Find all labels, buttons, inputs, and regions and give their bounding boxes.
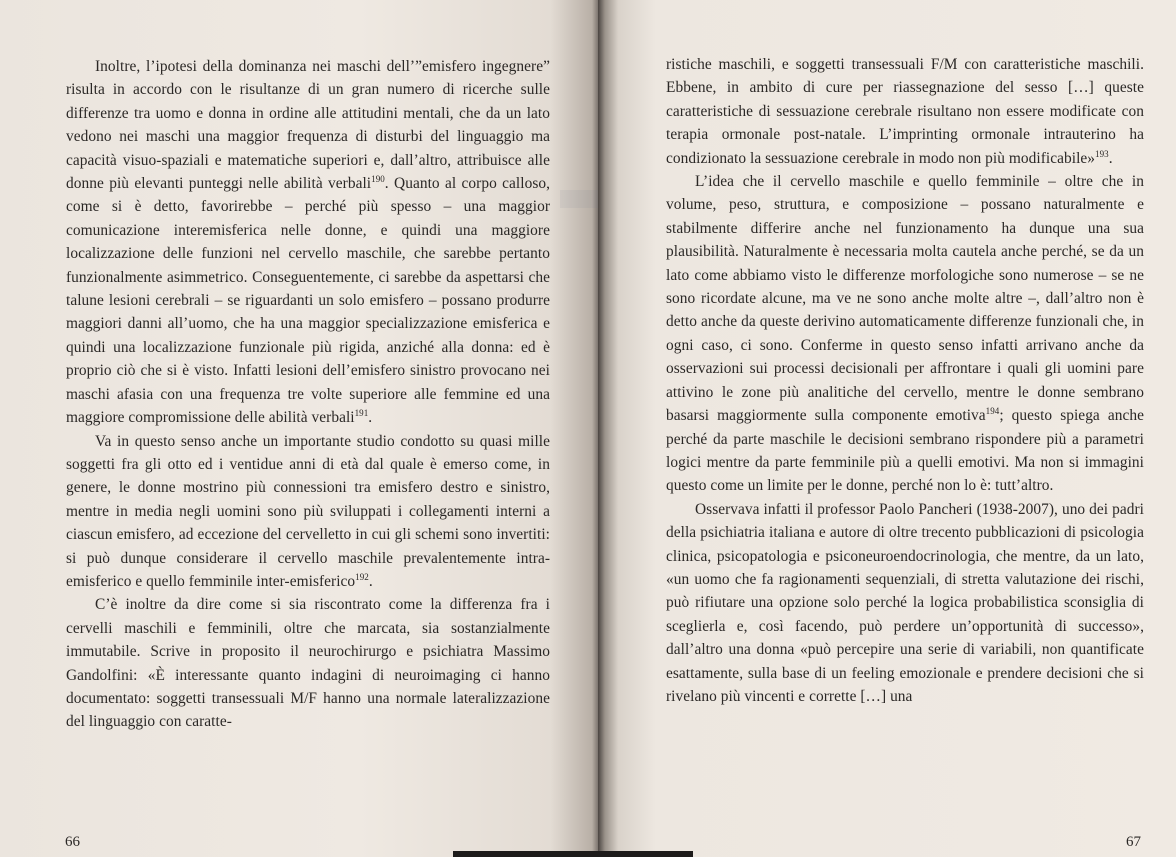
right-paragraph-2: L’idea che il cervello maschile e quello femminile – oltre che in volume, peso, struttura, e composizione – possano naturalmente e stabilmente differire anche nel funzionamento ha dunque una sua plausibilità. Naturalmente è necessaria molta cautela anche perché, se da un lato come abbiamo visto le differenze morfologiche sono numerose – se ne sono ricordate alcune, ma ve ne sono anche molte altre –, dall’altro non è detto anche da queste derivino automaticamente differenze funzionali che, in ogni caso, ci sono. Conferme in questo senso infatti arrivano anche da osservazioni sui processi decisionali per affrontare i quali gli uomini pare attivino le zone più analitiche del cervello, mentre le donne sembrano basarsi maggiormente sulla componente emotiva$^{194}$; questo spiega anche perché da parte maschile le decisioni sembrano rispondere più a parametri logici mentre da parte femminile più a quelli emotivi. Ma non si immagini questo come un limite per le donne, perché non lo è: tutt’altro. bbox=[666, 173, 1144, 495]
page-number-left: 66 bbox=[65, 834, 80, 850]
left-page-body bbox=[66, 55, 550, 734]
right-paragraph-1: ristiche maschili, e soggetti transessuali F/M con caratteristiche maschili. Ebbene, in ambito di cure per riassegnazione del sesso […] queste caratteristiche di sessuazione cerebrale risultano non essere modificate con terapia ormonale post-natale. L’imprinting ormonale intrauterino ha condizionato la sessuazione cerebrale in modo non più modificabile»$^{193}$. bbox=[666, 56, 1144, 167]
left-paragraph-1: Inoltre, l’ipotesi della dominanza nei maschi dell’”emisfero ingegnere” risulta in accordo con le risultanze di un gran numero di ricerche sulle differenze tra uomo e donna in ordine alle attitudini mentali, che da un lato vedono nei maschi una maggior frequenza di disturbi del linguaggio ma capacità visuo-spaziali e matematiche superiori e, dall’altro, attribuisce alle donne più elevanti punteggi nelle abilità verbali$^{190}$. Quanto al corpo calloso, come si è detto, favorirebbe – perché più spesso – una maggior comunicazione interemisferica nelle donne, e quindi una maggiore localizzazione delle funzioni nel cervello maschile, che sarebbe pertanto funzionalmente asimmetrico. Conseguentemente, ci sarebbe da aspettarsi che talune lesioni cerebrali – se riguardanti un solo emisfero – possano produrre maggiori danni all’uomo, che ha una maggior specializzazione emisferica e quindi una localizzazione funzionale più rigida, anziché alla donna: ed è proprio ciò che si è visto. Infatti lesioni dell’emisfero sinistro provocano nei maschi afasia con una frequenza tre volte superiore alle femmine ed una maggiore compromissione delle abilità verbali$^{191}$. bbox=[66, 58, 550, 427]
right-page bbox=[598, 0, 1176, 857]
left-paragraph-3: C’è inoltre da dire come si sia riscontrato come la differenza fra i cervelli maschili e femminili, oltre che marcata, sia sostanzialmente immutabile. Scrive in proposito il neurochirurgo e psichiatra Massimo Gandolfini: «È interessante quanto indagini di neuroimaging ci hanno documentato: soggetti transessuali M/F hanno una normale lateralizzazione del linguaggio con caratte- bbox=[66, 596, 550, 731]
right-page-body bbox=[666, 53, 1144, 708]
bottom-edge-shadow bbox=[453, 851, 693, 857]
page-number-right: 67 bbox=[1126, 834, 1141, 850]
left-paragraph-2: Va in questo senso anche un importante studio condotto su quasi mille soggetti fra gli otto ed i ventidue anni di età dal quale è emerso come, in genere, le donne mostrino più connessioni tra emisfero destro e sinistro, mentre in media negli uomini sono più sviluppati i collegamenti interni a ciascun emisfero, ad eccezione del cervelletto in cui gli schemi sono invertiti: si può dunque considerare il cervello maschile prevalentemente intra-emisferico e quello femminile inter-emisferico$^{192}$. bbox=[66, 432, 550, 590]
right-paragraph-3: Osservava infatti il professor Paolo Pancheri (1938-2007), uno dei padri della psichiatria italiana e autore di oltre trecento pubblicazioni di psicologia clinica, psicopatologia e psiconeuroendocrinologia, che mentre, da un lato, «un uomo che fa ragionamenti sequenziali, di stretta valutazione dei rischi, può rifiutare una opzione solo perché la logica probabilistica sconsiglia di sceglierla e, così facendo, può perdere un’opportunità di successo», dall’altro una donna «può percepire una serie di variabili, non quantificate esattamente, sulla base di un feeling emozionale e prendere decisioni che si rivelano più vincenti e corrette […] una bbox=[666, 500, 1144, 705]
